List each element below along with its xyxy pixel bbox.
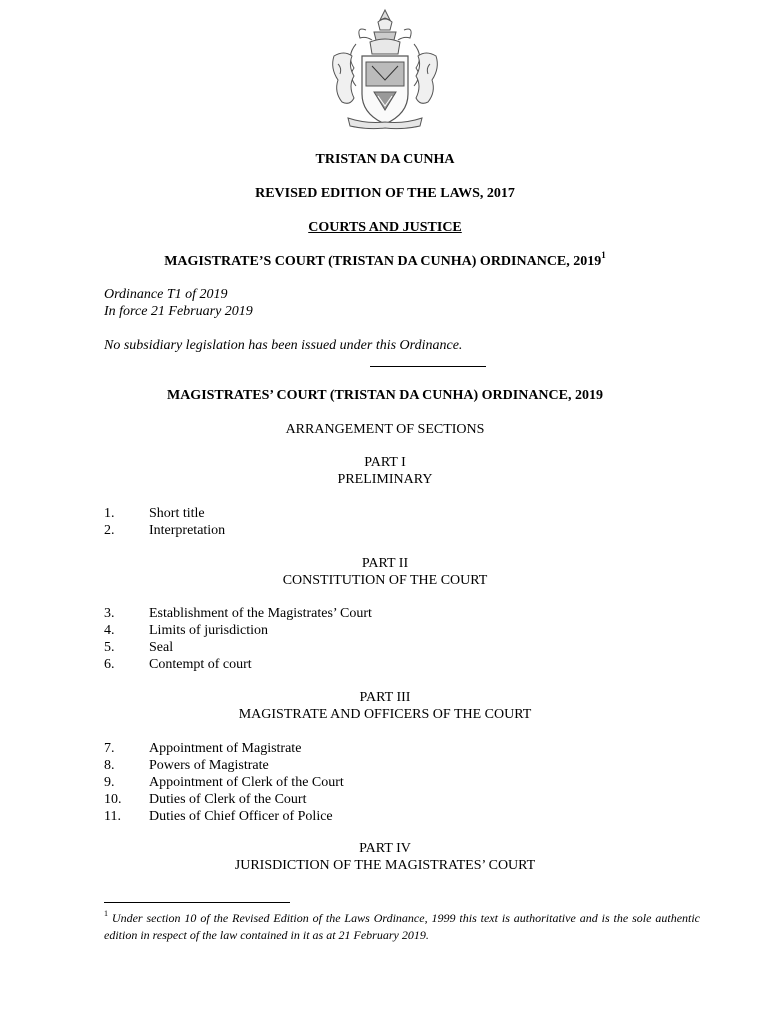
section-title: Appointment of Magistrate — [149, 741, 302, 756]
territory-heading: TRISTAN DA CUNHA — [315, 152, 455, 167]
section-title: Powers of Magistrate — [149, 758, 269, 773]
coat-of-arms-icon — [326, 6, 444, 132]
part-heading: JURISDICTION OF THE MAGISTRATES’ COURT — [234, 858, 536, 873]
footnote-marker: 1 — [104, 909, 108, 918]
category-label: COURTS AND JUSTICE — [308, 220, 462, 235]
section-title: Seal — [149, 640, 174, 655]
section-entry[interactable] — [104, 757, 664, 774]
section-number: 8. — [104, 758, 115, 773]
section-entry[interactable] — [104, 656, 664, 673]
section-number: 5. — [104, 640, 115, 655]
section-entry[interactable] — [104, 774, 664, 791]
section-number: 10. — [104, 792, 122, 807]
ordinance-title-text: MAGISTRATE’S COURT (TRISTAN DA CUNHA) ORDINANCE, 2019 — [164, 254, 602, 269]
section-entry[interactable] — [104, 791, 664, 808]
ordinance-title — [0, 250, 770, 270]
ordinance-number: Ordinance T1 of 2019 — [104, 287, 228, 302]
section-number: 7. — [104, 741, 115, 756]
section-list — [104, 605, 664, 673]
part-label: PART I — [364, 455, 406, 470]
section-number: 6. — [104, 657, 115, 672]
part-label: PART III — [359, 690, 411, 705]
section-number: 9. — [104, 775, 115, 790]
section-number: 11. — [104, 809, 121, 824]
part-heading: CONSTITUTION OF THE COURT — [282, 573, 488, 588]
body-title: MAGISTRATES’ COURT (TRISTAN DA CUNHA) ORDINANCE, 2019 — [166, 388, 603, 403]
section-number: 2. — [104, 523, 115, 538]
section-title: Interpretation — [149, 523, 226, 538]
in-force-date: In force 21 February 2019 — [104, 304, 253, 319]
part-label: PART IV — [359, 841, 411, 856]
subsidiary-note: No subsidiary legislation has been issued under this Ordinance. — [104, 338, 463, 353]
footnote — [104, 910, 700, 944]
section-title: Limits of jurisdiction — [149, 623, 268, 638]
section-entry[interactable] — [104, 622, 664, 639]
category-heading — [0, 219, 770, 236]
section-entry[interactable] — [104, 505, 664, 522]
section-entry[interactable] — [104, 605, 664, 622]
section-title: Appointment of Clerk of the Court — [149, 775, 344, 790]
footnote-reference[interactable]: 1 — [601, 250, 606, 261]
footnote-rule — [104, 902, 290, 903]
part-label: PART II — [361, 556, 409, 571]
part-heading: PRELIMINARY — [337, 472, 433, 487]
footnote-text: Under section 10 of the Revised Edition of the Laws Ordinance, 1999 this text is authoritative and is the sole authentic edition in respect of the law contained in it as at 21 February 2019. — [104, 911, 701, 942]
edition-heading: REVISED EDITION OF THE LAWS, 2017 — [255, 186, 515, 201]
section-entry[interactable] — [104, 740, 664, 757]
section-list — [104, 505, 664, 539]
section-title: Short title — [149, 506, 205, 521]
section-title: Contempt of court — [149, 657, 252, 672]
section-title: Establishment of the Magistrates’ Court — [149, 606, 372, 621]
section-title: Duties of Clerk of the Court — [149, 792, 307, 807]
divider-rule — [370, 366, 486, 367]
section-entry[interactable] — [104, 639, 664, 656]
section-entry[interactable] — [104, 522, 664, 539]
section-title: Duties of Chief Officer of Police — [149, 809, 333, 824]
section-number: 4. — [104, 623, 115, 638]
section-list — [104, 740, 664, 825]
section-number: 3. — [104, 606, 115, 621]
part-heading: MAGISTRATE AND OFFICERS OF THE COURT — [238, 707, 532, 722]
section-entry[interactable] — [104, 808, 664, 825]
arrangement-heading: ARRANGEMENT OF SECTIONS — [285, 422, 485, 437]
section-number: 1. — [104, 506, 115, 521]
